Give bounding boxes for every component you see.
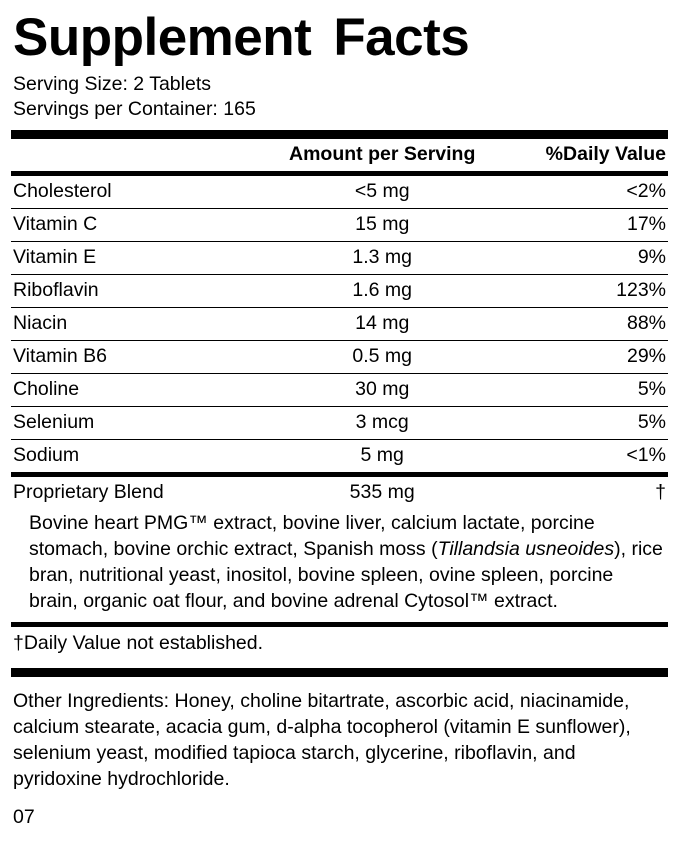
nutrient-name: Cholesterol bbox=[11, 176, 274, 209]
nutrient-amount: 30 mg bbox=[274, 374, 491, 407]
nutrient-dv: 5% bbox=[491, 374, 668, 407]
nutrient-amount: 15 mg bbox=[274, 209, 491, 242]
servings-per-container: Servings per Container: 165 bbox=[13, 98, 256, 121]
nutrient-amount: 5 mg bbox=[360, 444, 404, 467]
header-amount-per-serving: Amount per Serving bbox=[289, 143, 476, 166]
header-daily-value: %Daily Value bbox=[545, 143, 666, 166]
nutrient-amount: 3 mcg bbox=[274, 407, 491, 440]
table-row bbox=[11, 209, 668, 242]
table-header-row bbox=[11, 139, 668, 171]
table-row bbox=[11, 308, 668, 341]
table-row bbox=[11, 374, 668, 407]
nutrient-amount: <5 mg bbox=[274, 176, 491, 209]
nutrient-dv: 123% bbox=[491, 275, 668, 308]
nutrient-name: Riboflavin bbox=[11, 275, 274, 308]
nutrient-dv: <1% bbox=[626, 444, 666, 467]
nutrient-name: Vitamin C bbox=[11, 209, 274, 242]
divider-top bbox=[11, 130, 668, 139]
other-ingredients: Other Ingredients: Honey, choline bitartrate, ascorbic acid, niacinamide, calcium stearate, acacia gum, d-alpha tocopherol (vitamin E sunflower), selenium yeast, modified tapioca starch, glycerine, riboflavin, and pyridoxine hydrochloride. bbox=[13, 689, 631, 790]
nutrient-name: Niacin bbox=[11, 308, 274, 341]
title-facts: Facts bbox=[333, 8, 470, 67]
blend-dv: † bbox=[655, 481, 666, 504]
blend-desc-italic: Tillandsia usneoides bbox=[437, 538, 615, 561]
nutrient-dv: 17% bbox=[491, 209, 668, 242]
blend-ingredient-list bbox=[11, 509, 668, 622]
blend-name: Proprietary Blend bbox=[13, 481, 164, 504]
nutrition-table bbox=[11, 139, 668, 171]
title-supplement: Supplement bbox=[13, 8, 312, 67]
table-row bbox=[11, 440, 668, 473]
table-row bbox=[11, 341, 668, 374]
nutrient-amount: 1.6 mg bbox=[274, 275, 491, 308]
serving-size: Serving Size: 2 Tablets bbox=[13, 72, 211, 95]
blend-desc-pre: Bovine heart PMG™ extract, bovine liver, calcium lactate, porcine stomach, bovine orchic extract, Spanish moss ( bbox=[29, 512, 595, 561]
nutrient-dv: <2% bbox=[491, 176, 668, 209]
nutrient-name: Sodium bbox=[13, 444, 80, 467]
nutrient-name: Choline bbox=[11, 374, 274, 407]
table-row bbox=[11, 242, 668, 275]
nutrient-dv: 5% bbox=[491, 407, 668, 440]
table-row bbox=[11, 176, 668, 209]
blend-amount: 535 mg bbox=[349, 481, 415, 504]
divider-bottom bbox=[11, 668, 668, 677]
table-row bbox=[11, 477, 668, 509]
nutrient-amount: 0.5 mg bbox=[274, 341, 491, 374]
nutrient-dv: 29% bbox=[491, 341, 668, 374]
nutrient-name: Vitamin E bbox=[11, 242, 274, 275]
nutrient-amount: 1.3 mg bbox=[274, 242, 491, 275]
proprietary-blend-row bbox=[11, 477, 668, 509]
nutrient-dv: 88% bbox=[491, 308, 668, 341]
page-title bbox=[13, 10, 668, 66]
nutrient-name: Selenium bbox=[11, 407, 274, 440]
header-nutrient bbox=[11, 139, 274, 171]
nutrient-name: Vitamin B6 bbox=[11, 341, 274, 374]
daily-value-footnote: †Daily Value not established. bbox=[13, 631, 264, 654]
blend-desc-post: ), rice bran, nutritional yeast, inositol, bovine spleen, ovine spleen, porcine brain, organic oat flour, and bovine adrenal Cytosol™ extract. bbox=[29, 538, 663, 612]
nutrient-dv: 9% bbox=[491, 242, 668, 275]
table-row bbox=[11, 407, 668, 440]
nutrient-amount: 14 mg bbox=[274, 308, 491, 341]
table-row bbox=[11, 275, 668, 308]
label-code: 07 bbox=[13, 806, 35, 829]
nutrient-rows bbox=[11, 176, 668, 472]
